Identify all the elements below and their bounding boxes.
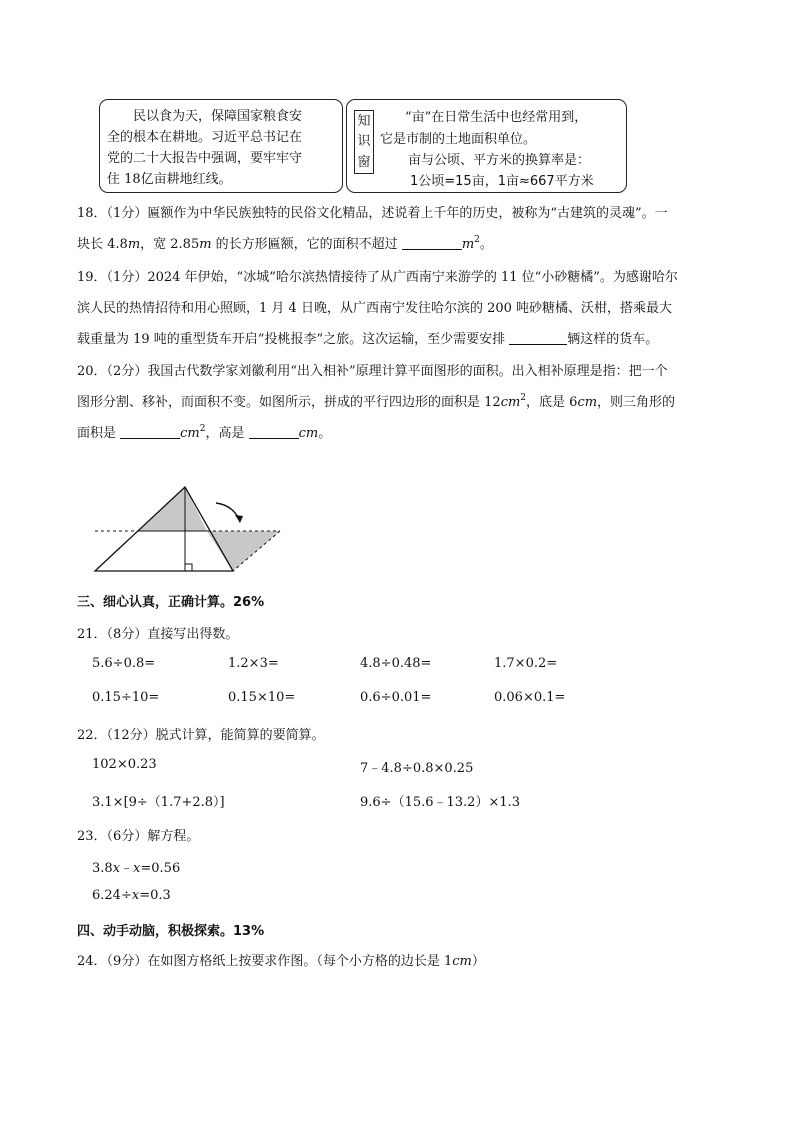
tag-char-3: 窗 (357, 155, 371, 171)
quote-line-1: 民以食为天，保障国家粮食安 (133, 109, 303, 124)
q21-item-5: 0.15÷10= (92, 690, 160, 705)
q21-title: 21．（8分）直接写出得数。 (77, 627, 239, 642)
q21-item-8: 0.06×0.1= (494, 690, 566, 705)
q20-sup-2: 2 (199, 424, 206, 434)
q20-number: 20．（2分） (77, 364, 148, 379)
q22-item-3: 3.1×[9÷（1.7+2.8）] (92, 795, 225, 810)
q24-unit-cm: cm (452, 954, 472, 969)
q18-number: 18．（1分） (77, 206, 148, 221)
q19-line-1: 2024 年伊始，“冰城”哈尔滨热情接待了从广西南宁来游学的 11 位“小砂糖橘”。为感谢哈尔 (147, 270, 678, 285)
q20-line-2c: ，则三角形的 (597, 395, 676, 410)
q20-line-3b: ，高是 (205, 426, 249, 441)
q18-text-d: 的长方形匾额，它的面积不超过 (211, 237, 402, 252)
q24-text-main: 24．（9分）在如图方格纸上按要求作图。（每个小方格的边长是 1 (77, 954, 453, 969)
knowledge-window-box (346, 99, 627, 193)
q22-item-4: 9.6÷（15.6﹣13.2）×1.3 (360, 795, 521, 810)
q24-text (77, 950, 485, 969)
q23-equation-1 (92, 857, 180, 876)
q19-number: 19．（1分） (77, 270, 148, 285)
q21-item-7: 0.6÷0.01= (360, 690, 432, 705)
q18-unit-m-2: m (199, 237, 212, 252)
section-4-heading: 四、动手动脑，积极探索。13% (77, 924, 265, 939)
q22-item-1: 102×0.23 (92, 757, 157, 772)
q20-sup-1: 2 (520, 393, 527, 403)
q21-item-3: 4.8÷0.48= (360, 656, 432, 671)
question-19 (77, 262, 722, 355)
rotation-arrowhead (235, 515, 243, 523)
knowledge-window-tag (354, 110, 374, 174)
q20-line-2a: 图形分割、移补，而面积不变。如图所示，拼成的平行四边形的面积是 12 (77, 395, 501, 410)
knowledge-line-2: 它是市制的土地面积单位。 (380, 132, 537, 147)
q23-eq2-x: x (131, 888, 140, 903)
farmland-quote-box (99, 99, 343, 193)
q23-title: 23．（6分）解方程。 (77, 829, 200, 844)
q21-item-1: 5.6÷0.8= (92, 656, 156, 671)
knowledge-line-1: “亩”在日常生活中也经常用到， (405, 110, 588, 125)
q22-item-2: 7﹣4.8÷0.8×0.25 (360, 761, 474, 776)
q23-eq1-c: =0.56 (140, 861, 181, 876)
q23-equation-2 (92, 888, 171, 903)
q24-end: ） (471, 954, 485, 969)
q18-unit-m2: m (461, 237, 475, 252)
q18-text-c: ，宽 2.85 (140, 237, 200, 252)
q19-line-2: 滨人民的热情招待和用心照顾，1 月 4 日晚，从广西南宁发往哈尔滨的 200 吨砂糖橘、沃柑，搭乘最大 (77, 301, 673, 316)
tag-char-1: 知 (357, 113, 371, 129)
q20-line-2b: ，底是 6 (526, 395, 578, 410)
tag-char-2: 识 (357, 134, 371, 150)
q22-title: 22．（12分）脱式计算，能简算的要简算。 (77, 728, 325, 743)
knowledge-line-3: 亩与公顷、平方米的换算率是： (408, 153, 591, 168)
right-angle-mark (185, 564, 192, 571)
q20-unit-cm-4: cm (298, 426, 319, 441)
q20-unit-cm-1: cm (500, 395, 521, 410)
q21-item-6: 0.15×10= (228, 690, 296, 705)
q23-eq1-x2: x (133, 861, 141, 876)
q21-item-4: 1.7×0.2= (494, 656, 558, 671)
q18-text-b: 块长 4.8 (77, 237, 128, 252)
quote-line-3: 党的二十大报告中强调，要牢牢守 (107, 151, 303, 166)
triangle-parallelogram-figure (90, 483, 290, 575)
q20-unit-cm-2: cm (577, 395, 598, 410)
q20-unit-cm-3: cm (180, 426, 200, 441)
q20-line-1: 我国古代数学家刘徽利用“出入相补”原理计算平面图形的面积。出入相补原理是指：把一个 (147, 364, 668, 379)
conversion-rate-line: 1公顷=15亩，1亩≈667平方米 (410, 174, 594, 189)
q20-height-blank[interactable] (249, 424, 299, 439)
q21-item-2: 1.2×3= (228, 656, 279, 671)
cut-triangle-shaded (138, 487, 207, 531)
q18-unit-m-1: m (127, 237, 141, 252)
q23-eq2-b: =0.3 (139, 888, 171, 903)
q20-end: 。 (318, 426, 332, 441)
q18-answer-blank[interactable] (402, 235, 462, 250)
question-18 (77, 198, 722, 260)
q20-area-blank[interactable] (120, 424, 180, 439)
q18-end: 。 (479, 237, 493, 252)
question-20 (77, 356, 722, 449)
section-3-heading: 三、细心认真，正确计算。26% (77, 595, 265, 610)
rotation-arrow (216, 503, 239, 519)
q19-line-3b: 辆这样的货车。 (567, 332, 659, 347)
q23-eq2-a: 6.24÷ (92, 888, 132, 903)
q23-eq1-a: 3.8 (92, 861, 113, 876)
moved-triangle-shaded (207, 531, 280, 571)
q23-eq1-b: ﹣ (120, 861, 134, 876)
q18-sup: 2 (474, 235, 480, 245)
q19-line-3a: 载重量为 19 吨的重型货车开启“投桃报李”之旅。这次运输，至少需要安排 (77, 332, 510, 347)
q20-line-3a: 面积是 (77, 426, 121, 441)
q23-eq1-x1: x (112, 861, 121, 876)
quote-line-2: 全的根本在耕地。习近平总书记在 (107, 130, 303, 145)
quote-line-4: 住 18亿亩耕地红线。 (107, 172, 232, 187)
q19-answer-blank[interactable] (509, 330, 567, 345)
q18-text-a: 匾额作为中华民族独特的民俗文化精品，述说着上千年的历史，被称为“古建筑的灵魂”。一 (147, 206, 668, 221)
